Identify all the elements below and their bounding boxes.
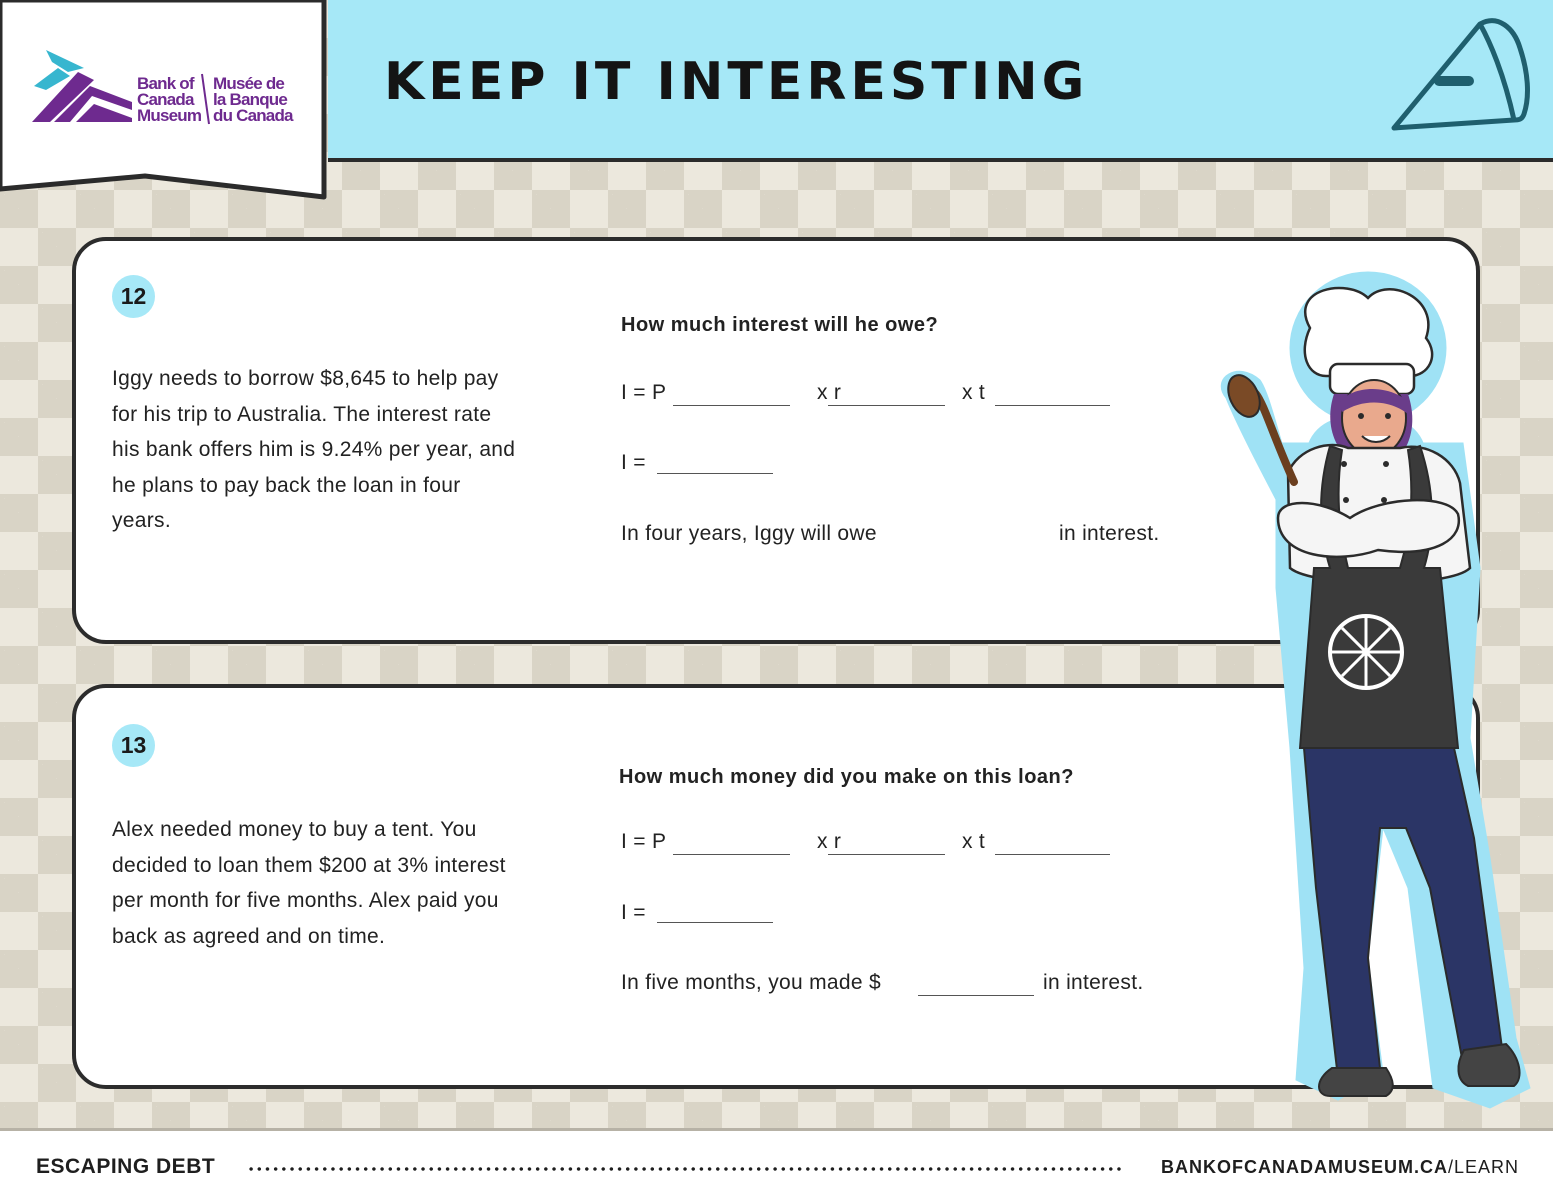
logo-line: du Canada	[213, 106, 293, 125]
logo-text-english	[137, 76, 201, 124]
footer-website-domain: BANKOFCANADAMUSEUM.CA	[1160, 1157, 1448, 1177]
principal-blank[interactable]	[673, 854, 790, 855]
logo-line: la Banque	[213, 90, 288, 109]
footer-website-link[interactable]	[1161, 1157, 1519, 1178]
answer-suffix: in interest.	[1059, 522, 1160, 545]
logo-separator	[198, 72, 212, 126]
logo-line: Musée de	[213, 74, 285, 93]
formula-rate-label: x r	[817, 830, 842, 853]
time-blank[interactable]	[995, 854, 1110, 855]
formula-rate-label: x r	[817, 381, 842, 404]
header-band	[328, 0, 1553, 162]
logo-line: Canada	[137, 90, 194, 109]
formula-principal-label: I = P	[621, 830, 667, 853]
museum-logo-icon	[32, 46, 134, 124]
answer-blank[interactable]	[918, 995, 1034, 996]
problem-text: Alex needed money to buy a tent. You decided to loan them $200 at 3% interest per month for five months. Alex paid you back as agreed and on time.	[112, 818, 506, 948]
logo-line: Museum	[137, 106, 202, 125]
logo-line: Bank of	[137, 74, 194, 93]
answer-suffix: in interest.	[1043, 971, 1144, 994]
rate-blank[interactable]	[828, 405, 945, 406]
problem-text: Iggy needs to borrow $8,645 to help pay for his trip to Australia. The interest rate his bank offers him is 9.24% per year, and he plans to pay back the loan in four years.	[112, 367, 516, 532]
answer-prefix: In five months, you made $	[621, 971, 881, 994]
chef-illustration	[1218, 268, 1538, 1118]
page-title: KEEP IT INTERESTING	[384, 52, 1089, 112]
answer-prefix: In four years, Iggy will owe	[621, 522, 877, 545]
question-text: How much money did you make on this loan?	[619, 766, 1074, 788]
question-text: How much interest will he owe?	[621, 314, 939, 336]
formula-principal-label: I = P	[621, 381, 667, 404]
logo-text-french	[213, 76, 293, 124]
problem-number-badge: 13	[112, 724, 155, 767]
interest-blank[interactable]	[657, 473, 773, 474]
formula-interest-label: I =	[621, 901, 646, 924]
principal-blank[interactable]	[673, 405, 790, 406]
interest-blank[interactable]	[657, 922, 773, 923]
time-blank[interactable]	[995, 405, 1110, 406]
formula-interest-label: I =	[621, 451, 646, 474]
formula-time-label: x t	[962, 830, 986, 853]
formula-time-label: x t	[962, 381, 986, 404]
footer-website-path: /LEARN	[1447, 1157, 1519, 1177]
footer-dotted-rule	[247, 1167, 1125, 1171]
rate-blank[interactable]	[828, 854, 945, 855]
pizza-slice-icon	[1388, 14, 1533, 139]
footer	[0, 1128, 1553, 1203]
logo-tab	[0, 0, 330, 205]
footer-series-title: ESCAPING DEBT	[36, 1155, 216, 1178]
problem-number-badge: 12	[112, 275, 155, 318]
